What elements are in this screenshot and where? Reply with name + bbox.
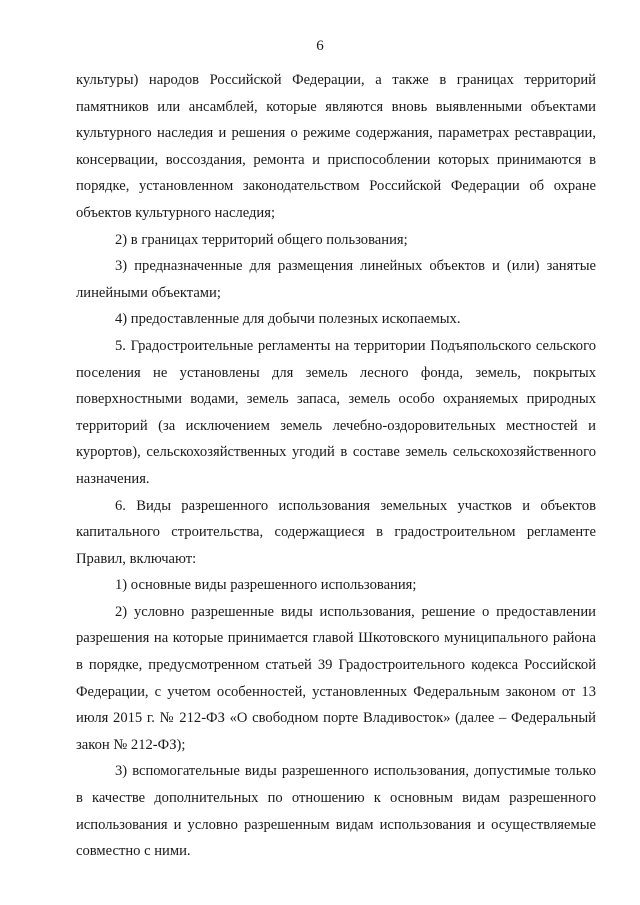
paragraph-section-5-regulations: 5. Градостроительные регламенты на территории Подъяпольского сельского поселения не установлены для земель лесного фонда, земель, покрытых поверхностными водами, земель запаса, земель особо охраняемых природных территорий (за исключением земель лечебно-оздоровительных местностей и курортов), сельскохозяйственных угодий в составе земель сельскохозяйственного назначения. [76, 337, 596, 487]
paragraph-item-3-linear-objects: 3) предназначенные для размещения линейных объектов и (или) занятые линейными объектами; [76, 258, 596, 301]
paragraph-item-4-mineral-extraction: 4) предоставленные для добычи полезных ископаемых. [115, 311, 461, 328]
paragraph-cultural-heritage-continuation: культуры) народов Российской Федерации, а также в границах территорий памятников или ансамблей, которые являются вновь выявленными объектами культурного наследия и решения о режиме содержания, параметрах реставрации, консервации, воссоздания, ремонта и приспособлении которых принимаются в порядке, установленном законодательством Российской Федерации об охране объектов культурного наследия; [76, 72, 596, 221]
paragraph-item-2-conditional-uses: 2) условно разрешенные виды использования, решение о предоставлении разрешения на которые принимается главой Шкотовского муниципального района в порядке, предусмотренном статьей 39 Градостроительного кодекса Российской Федерации, с учетом особенностей, установленных Федеральным законом от 13 июля 2015 г. № 212-ФЗ «О свободном порте Владивосток» (далее – Федеральный закон № 212-ФЗ); [76, 603, 596, 753]
paragraph-item-2-public-territories: 2) в границах территорий общего пользования; [115, 231, 408, 248]
paragraph-item-3-auxiliary-uses: 3) вспомогательные виды разрешенного использования, допустимые только в качестве дополнительных по отношению к основным видам разрешенного использования и условно разрешенным видам использования и осуществляемые совместно с ними. [76, 763, 596, 860]
document-body [76, 67, 596, 865]
paragraph-item-1-main-uses: 1) основные виды разрешенного использования; [115, 577, 417, 594]
page-number: 6 [316, 38, 324, 54]
paragraph-section-6-permitted-uses: 6. Виды разрешенного использования земельных участков и объектов капитального строительства, содержащиеся в градостроительном регламенте Правил, включают: [76, 497, 596, 567]
